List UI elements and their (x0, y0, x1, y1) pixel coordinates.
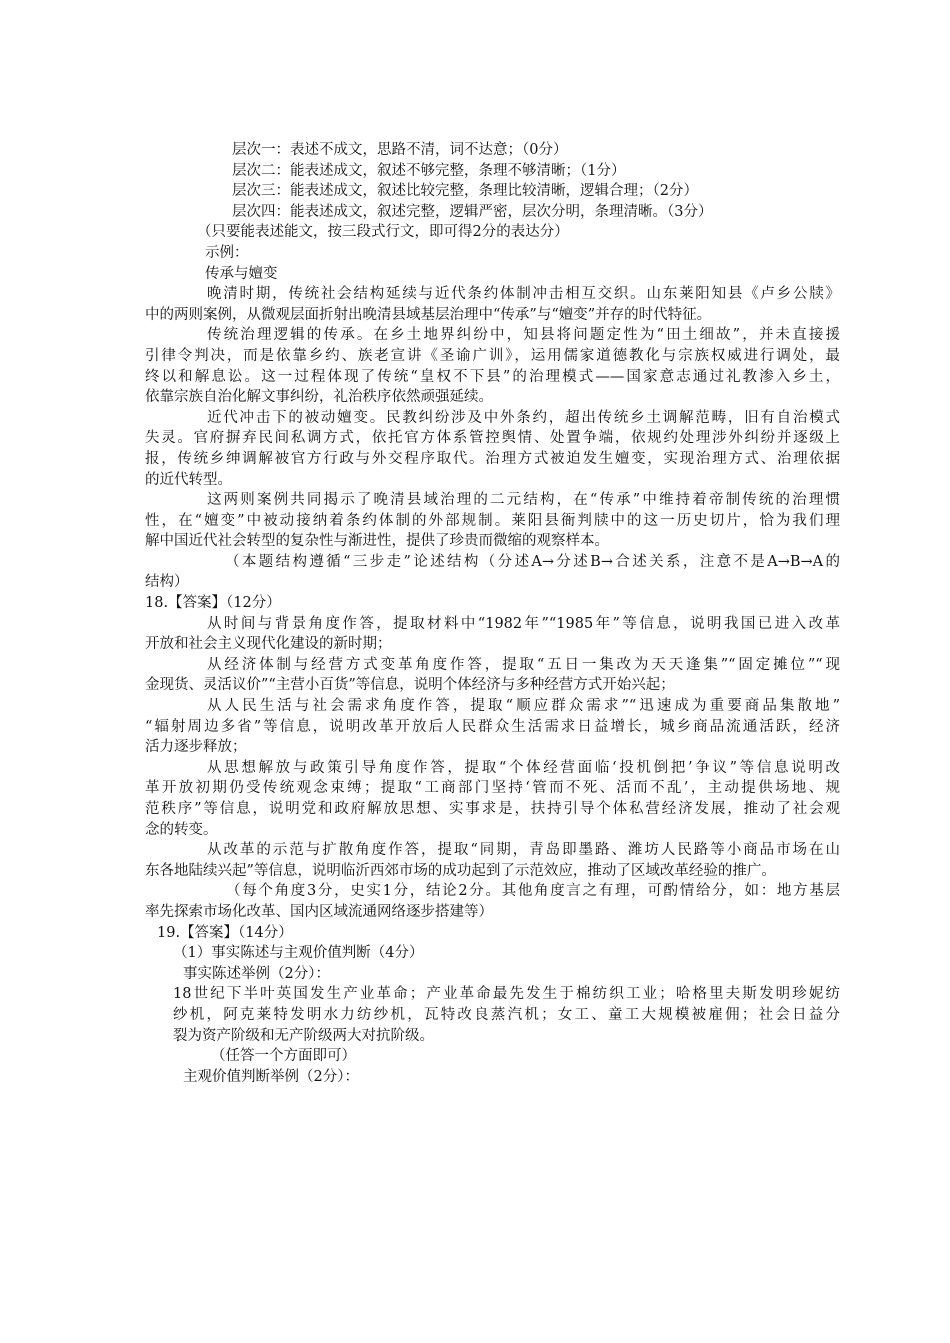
level-4: 层次四：能表述成文，叙述完整，逻辑严密，层次分明，条理清晰。（3分） (232, 203, 713, 220)
paragraph-line: 传统治理逻辑的传承。在乡土地界纠纷中，知县将问题定性为“田土细故”，并未直接援 (207, 327, 840, 344)
paragraph-line: 裂为资产阶级和无产阶级两大对抗阶级。 (173, 1027, 434, 1044)
paragraph-line: 从经济体制与经营方式变革角度作答，提取“五日一集改为天天逢集”“固定摊位”“现 (207, 656, 840, 673)
paragraph-line: 纱机，阿克莱特发明水力纺纱机，瓦特改良蒸汽机；女工、童工大规模被雇佣；社会日益分 (173, 1006, 840, 1023)
levels-note: （只要能表述能文，按三段式行文，即可得2分的表达分） (197, 224, 569, 241)
q18-note (145, 881, 840, 922)
paragraph-line: 近代冲击下的被动嬗变。民教纠纷涉及中外条约，超出传统乡土调解范畴，旧有自治模式 (207, 409, 840, 426)
paragraph-line: 金现货、灵活议价”“主营小百货”等信息，说明个体经济与多种经营方式开始兴起； (145, 677, 675, 694)
paragraph-line: 革开放初期仍受传统观念束缚；提取“工商部门坚持‘管而不死、活而不乱’，主动提供场地、规 (145, 780, 840, 797)
structure-note (145, 552, 840, 593)
q19-fact-label: 事实陈述举例（2分）： (183, 965, 330, 982)
note-line: 率先探索市场化改革、国内区域流通网络逐步搭建等） (145, 903, 493, 920)
level-1: 层次一：表述不成文，思路不清，词不达意；（0分） (232, 142, 568, 158)
paragraph-line: 18世纪下半叶英国发生产业革命；产业革命最先发生于棉纺织工业；哈格里夫斯发明珍妮纺 (173, 986, 840, 1003)
paragraph-line: 终以和解息讼。这一过程体现了传统“皇权不下县”的治理模式——国家意志通过礼教渗入乡土， (145, 368, 840, 385)
example-paragraph-4 (145, 490, 840, 552)
paragraph-line: 范秩序”等信息，说明党和政府解放思想、实事求是，扶持引导个体私营经济发展，推动了社会观 (145, 801, 840, 817)
paragraph-line: 失灵。官府摒弃民间私调方式，依托官方体系管控舆情、处置争端，依规约处理涉外纠纷并逐级上 (145, 430, 840, 447)
paragraph-line: “辐射周边多省”等信息，说明改革开放后人民群众生活需求日益增长，城乡商品流通活跃，经济 (145, 718, 840, 735)
note-line: 结构） (145, 574, 189, 591)
q18-paragraph-3 (145, 696, 840, 758)
q18-heading: 18.【答案】（12分） (145, 595, 281, 612)
answer-content (145, 140, 840, 1087)
q19-fact-note: （任答一个方面即可） (211, 1048, 356, 1065)
q18-paragraph-4 (145, 758, 840, 840)
paragraph-line: 开放和社会主义现代化建设的新时期； (145, 636, 392, 653)
example-paragraph-2 (145, 325, 840, 407)
q18-paragraph-2 (145, 655, 840, 696)
paragraph-line: 东各地陆续兴起”等信息，说明临沂西郊市场的成功起到了示范效应，推动了区域改革经验的推广。 (145, 862, 776, 879)
paragraph-line: 活力逐步释放； (145, 739, 247, 756)
q18-paragraph-5 (145, 840, 840, 881)
level-2: 层次二：能表述成文，叙述不够完整，条理不够清晰；（1分） (232, 162, 626, 179)
paragraph-line: 从改革的示范与扩散角度作答，提取“同期，青岛即墨路、潍坊人民路等小商品市场在山 (207, 842, 840, 859)
paragraph-line: 这两则案例共同揭示了晚清县域治理的二元结构，在“传承”中维持着帝制传统的治理惯 (207, 492, 840, 509)
paragraph-line: 报，传统乡绅调解被官方行政与外交程序取代。治理方式被迫发生嬗变，实现治理方式、治理依据 (145, 450, 840, 467)
paragraph-line: 从思想解放与政策引导角度作答，提取“个体经营面临‘投机倒把’争议”等信息说明改 (207, 759, 840, 776)
paragraph-line: 的近代转型。 (145, 471, 232, 488)
example-paragraph-3 (145, 408, 840, 490)
paragraph-line: 念的转变。 (145, 821, 218, 838)
paragraph-line: 从人民生活与社会需求角度作答，提取“顺应群众需求”“迅速成为重要商品集散地” (207, 698, 840, 715)
example-title: 传承与嬗变 (205, 265, 278, 282)
q19-value-label: 主观价值判断举例（2分）： (183, 1068, 359, 1085)
example-paragraph-1 (145, 284, 840, 325)
example-label: 示例： (205, 244, 249, 261)
note-line: （本题结构遵循“三步走”论述结构（分述A→分述B→合述关系，注意不是A→B→A的 (225, 553, 840, 570)
q19-heading: 19.【答案】（14分） (157, 924, 293, 941)
paragraph-line: 依靠宗族自治化解文事纠纷，礼治秩序依然顽强延续。 (145, 389, 493, 406)
q18-paragraph-1 (145, 614, 840, 655)
level-3: 层次三：能表述成文，叙述比较完整，条理比较清晰，逻辑合理；（2分） (232, 183, 698, 200)
paragraph-line: 中的两则案例，从微观层面折射出晚清县域基层治理中“传承”与“嬗变”并存的时代特征。 (145, 306, 712, 323)
note-line: （每个角度3分，史实1分，结论2分。其他角度言之有理，可酌情给分，如：地方基层 (226, 883, 840, 900)
paragraph-line: 解中国近代社会转型的复杂性与渐进性，提供了珍贵而微缩的观察样本。 (145, 533, 609, 550)
paragraph-line: 性，在“嬗变”中被动接纳着条约体制的外部规制。莱阳县衙判牍中的这一历史切片，恰为我们理 (145, 512, 840, 529)
paragraph-line: 引律令判决，而是依靠乡约、族老宣讲《圣谕广训》，运用儒家道德教化与宗族权威进行调处，最 (145, 347, 840, 364)
paragraph-line: 晚清时期，传统社会结构延续与近代条约体制冲击相互交织。山东莱阳知县《卢乡公牍》 (207, 286, 840, 303)
paragraph-line: 从时间与背景角度作答，提取材料中“1982年”“1985年”等信息，说明我国已进入改革 (207, 615, 840, 632)
q19-fact-paragraph (145, 984, 840, 1046)
q19-part1: （1）事实陈述与主观价值判断（4分） (173, 945, 424, 962)
